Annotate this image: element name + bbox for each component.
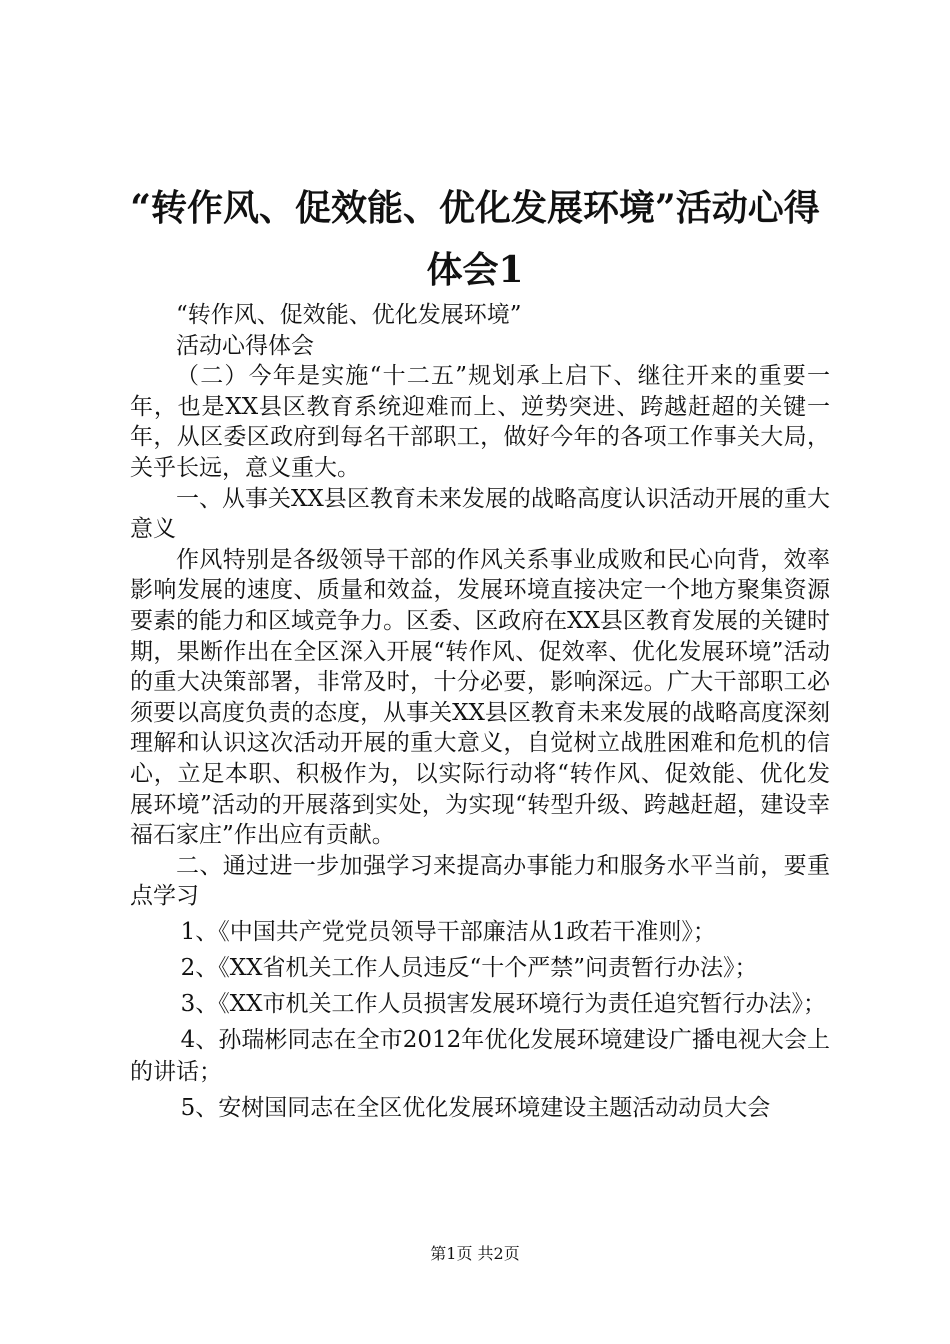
paragraph-section-1: 作风特别是各级领导干部的作风关系事业成败和民心向背，效率影响发展的速度、质量和效益，发展环境直接决定一个地方聚集资源要素的能力和区域竞争力。区委、区政府在XX县区教育发展的关键时期，果断作出在全区深入开展“转作风、促效率、优化发展环境”活动的重大决策部署，非常及时，十分必要，影响深远。广大干部职工必须要以高度负责的态度，从事关XX县区教育未来发展的战略高度深刻理解和认识这次活动开展的重大意义，自觉树立战胜困难和危机的信心，立足本职、积极作为，以实际行动将“转作风、促效能、优化发展环境”活动的开展落到实处，为实现“转型升级、跨越赶超，建设幸福石家庄”作出应有贡献。 — [130, 546, 830, 849]
list-item: 3、《XX市机关工作人员损害发展环境行为责任追究暂行办法》； — [180, 990, 826, 1017]
paragraph-intro: （二）今年是实施“十二五”规划承上启下、继往开来的重要一年，也是XX县区教育系统迎难而上、逆势突进、跨越赶超的关键一年，从区委区政府到每名干部职工，做好今年的各项工作事关大局，关乎长远，意义重大。 — [130, 363, 830, 481]
paragraph-subtitle-2: 活动心得体会 — [176, 332, 314, 359]
paragraph-subtitle-1: “转作风、促效能、优化发展环境” — [176, 302, 522, 328]
list-item: 5、安树国同志在全区优化发展环境建设主题活动动员大会 — [180, 1094, 771, 1121]
section-heading-1: 一、从事关XX县区教育未来发展的战略高度认识活动开展的重大意义 — [130, 485, 830, 543]
page-footer: 第1页 共2页 — [430, 1244, 520, 1263]
document-body — [130, 300, 830, 1127]
list-item: 4、孙瑞彬同志在全市2012年优化发展环境建设广播电视大会上的讲话； — [130, 1026, 830, 1085]
document-title-line-2: 体会1 — [426, 249, 524, 291]
section-heading-2: 二、通过进一步加强学习来提高办事能力和服务水平当前，要重点学习 — [130, 852, 830, 910]
list-item: 1、《中国共产党党员领导干部廉洁从1政若干准则》； — [180, 918, 716, 945]
document-title-line-1: “转作风、促效能、优化发展环境”活动心得 — [130, 187, 820, 229]
list-item: 2、《XX省机关工作人员违反“十个严禁”问责暂行办法》； — [180, 954, 758, 981]
